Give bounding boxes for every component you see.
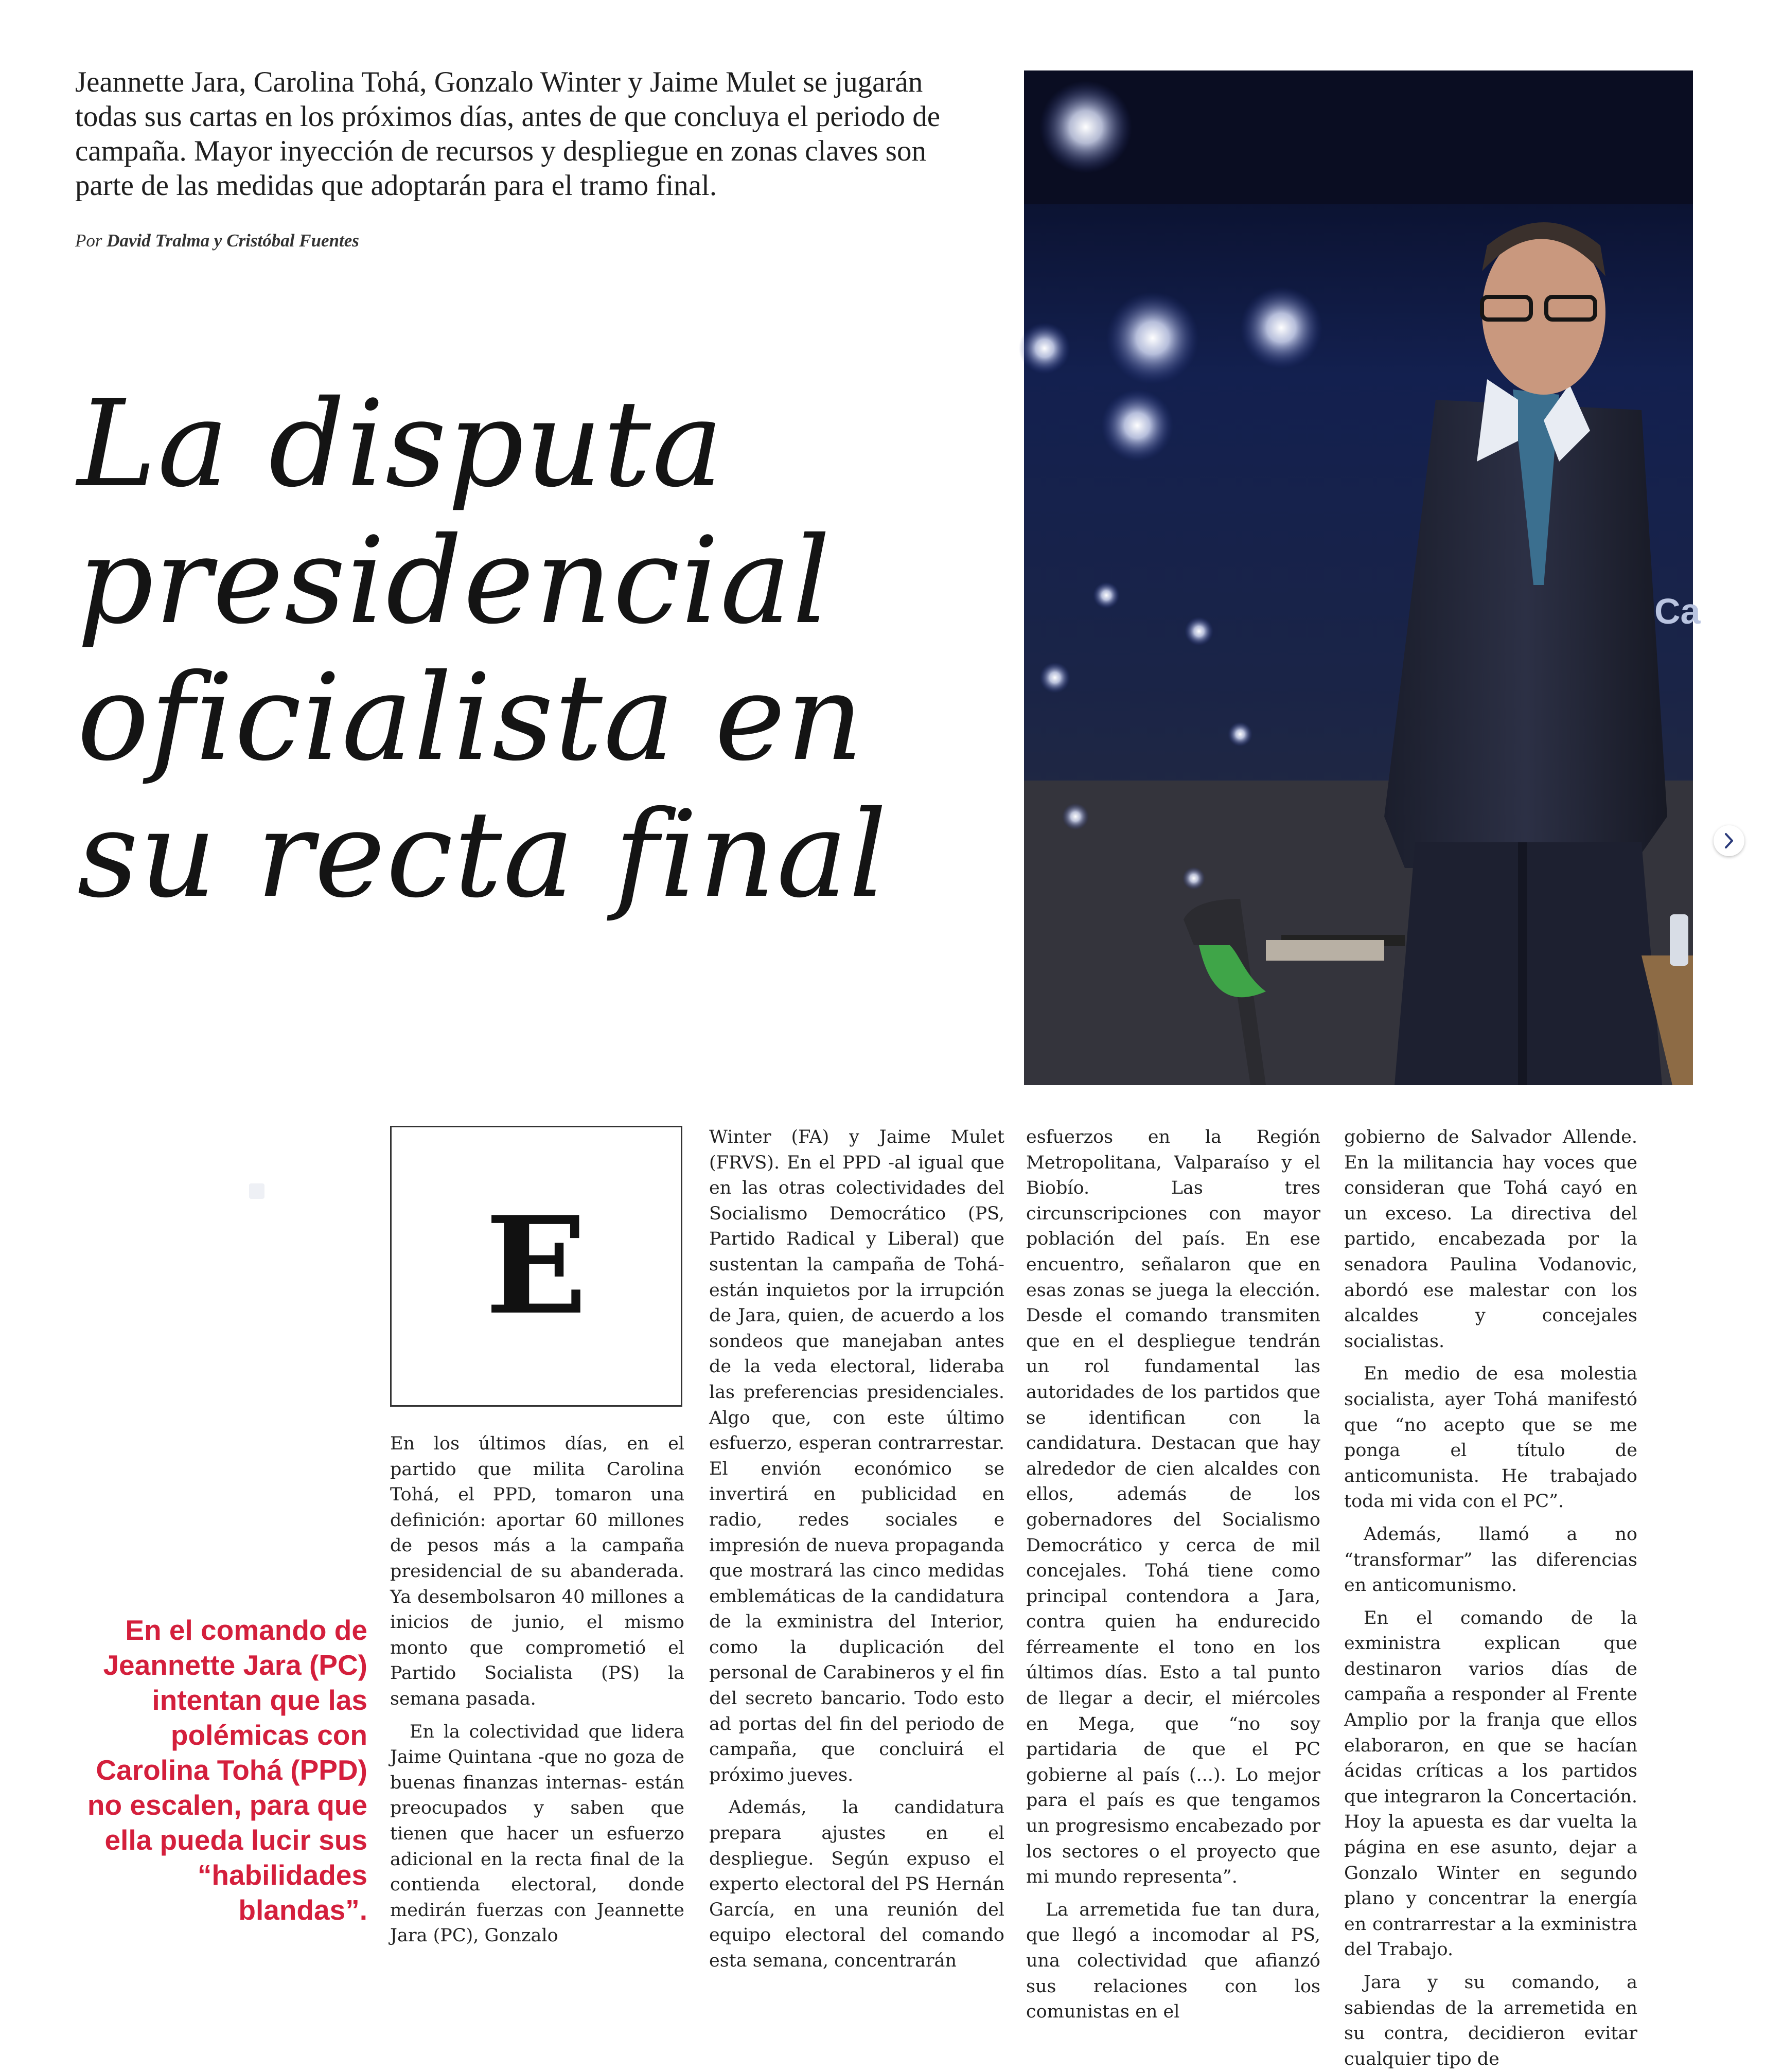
headline-line: La disputa [77, 375, 725, 513]
body-paragraph: Jara y su comando, a sabiendas de la arremetida en su contra, decidieron evitar cualquier tipo de [1344, 1972, 1637, 2069]
next-page-button[interactable] [1714, 825, 1744, 856]
lead-paragraph: Jeannette Jara, Carolina Tohá, Gonzalo Winter y Jaime Mulet se jugarán todas sus cartas en los próximos días, antes de que concluya el periodo de campaña. Mayor inyección de recursos y despliegue en zonas claves son parte de las medidas que adoptarán para el tramo final. [75, 66, 941, 202]
byline-authors: David Tralma y Cristóbal Fuentes [107, 231, 359, 251]
body-column-4 [1344, 1125, 1637, 2069]
body-paragraph: En la colectividad que lidera Jaime Quintana -que no goza de buenas finanzas internas- están preocupados y saben que tienen que hacer un esfuerzo adicional en la recta final de la contienda electoral, donde medirán fuerzas con Jeannette Jara (PC), Gonzalo [390, 1721, 684, 1946]
body-column-3 [1026, 1125, 1320, 2023]
headline [77, 376, 1055, 923]
headline-line: su recta final [77, 785, 888, 924]
article-photo [1024, 70, 1701, 1085]
body-paragraph: En el comando de la exministra explican que destinaron varios días de campaña a responder al Frente Amplio por la franja que ellos elaboraron, en que se hacían ácidas críticas a los partidos que integraron la Concertación. Hoy la apuesta es dar vuelta la página en ese asunto, dejar a Gonzalo Winter en segundo plano y concentrar la energía en contrarrestar a la exministra del Trabajo. [1344, 1607, 1637, 1960]
drop-cap: E [485, 1188, 588, 1344]
pull-quote: En el comando de Jeannette Jara (PC) intentan que las polémicas con Carolina Tohá (PPD) no escalen, para que ella pueda lucir sus “habilidades blandas”. [87, 1614, 367, 1926]
body-column-2 [709, 1125, 1004, 1971]
photo-sign-text: Ca [1654, 591, 1701, 631]
drop-cap-box [390, 1126, 682, 1407]
body-paragraph: Winter (FA) y Jaime Mulet (FRVS). En el PPD -al igual que en las otras colectividades del Socialismo Democrático (PS, Partido Radical y Liberal) que sustentan la campaña de Tohá- están inquietos por la irrupción de Jara, quien, de acuerdo a los sondeos que manejaban antes de la veda electoral, lideraba las preferencias presidenciales. Algo que, con este último esfuerzo, esperan contrarrestar. El envión económico se invertirá en publicidad en radio, redes sociales e impresión de nueva propaganda que mostrará las cinco medidas emblemáticas de la candidatura de la exministra del Interior, como la duplicación del personal de Carabineros y el fin del secreto bancario. Todo esto ad portas del fin del periodo de campaña, que concluirá el próximo jueves. [709, 1127, 1004, 1785]
body-paragraph: gobierno de Salvador Allende. En la militancia hay voces que consideran que Tohá cayó en un exceso. La directiva del partido, encabezada por la senadora Paulina Vodanovic, abordó ese malestar con los alcaldes y concejales socialistas. [1344, 1127, 1637, 1352]
chevron-right-icon [1722, 832, 1736, 849]
body-paragraph: En medio de esa molestia socialista, ayer Tohá manifestó que “no acepto que se me ponga el título de anticomunista. He trabajado toda mi vida con el PC”. [1344, 1363, 1637, 1512]
body-paragraph: Además, la candidatura prepara ajustes en el despliegue. Según expuso el experto electoral del PS Hernán García, en una reunión del equipo electoral del comando esta semana, concentrarán [709, 1797, 1004, 1971]
photo-illustration [1024, 70, 1701, 1085]
byline-prefix: Por [75, 231, 102, 251]
headline-line: oficialista en [77, 648, 864, 787]
marker-icon [249, 1183, 264, 1199]
body-paragraph: En los últimos días, en el partido que milita Carolina Tohá, el PPD, tomaron una definición: aportar 60 millones de pesos más a la campaña presidencial de su abanderada. Ya desembolsaron 40 millones a inicios de junio, el mismo monto que comprometió el Partido Socialista (PS) la semana pasada. [390, 1433, 684, 1709]
body-paragraph: La arremetida fue tan dura, que llegó a incomodar al PS, una colectividad que afianzó sus relaciones con los comunistas en el [1026, 1899, 1320, 2023]
body-paragraph: Además, llamó a no “transformar” las diferencias en anticomunismo. [1344, 1524, 1637, 1596]
body-column-1 [390, 1431, 684, 1946]
byline [75, 231, 359, 251]
body-paragraph: esfuerzos en la Región Metropolitana, Valparaíso y el Biobío. Las tres circunscripciones con mayor población del país. En ese encuentro, señalaron que en esas zonas se juega la elección. Desde el comando transmiten que en el despliegue tendrán un rol fundamental las autoridades de los partidos que se identifican con la candidatura. Destacan que hay alrededor de cien alcaldes con ellos, además de los gobernadores del Socialismo Democrático y cerca de mil concejales. Tohá tiene como principal contendora a Jara, contra quien ha endurecido férreamente el tono en los últimos días. Esto a tal punto de llegar a decir, el miércoles en Mega, que “no soy partidaria de que el PC gobierne al país (...). Lo mejor para el país es que tengamos un progresismo encabezado por los sectores o el proyecto que mi mundo representa”. [1026, 1127, 1320, 1888]
headline-line: presidencial [77, 511, 832, 650]
